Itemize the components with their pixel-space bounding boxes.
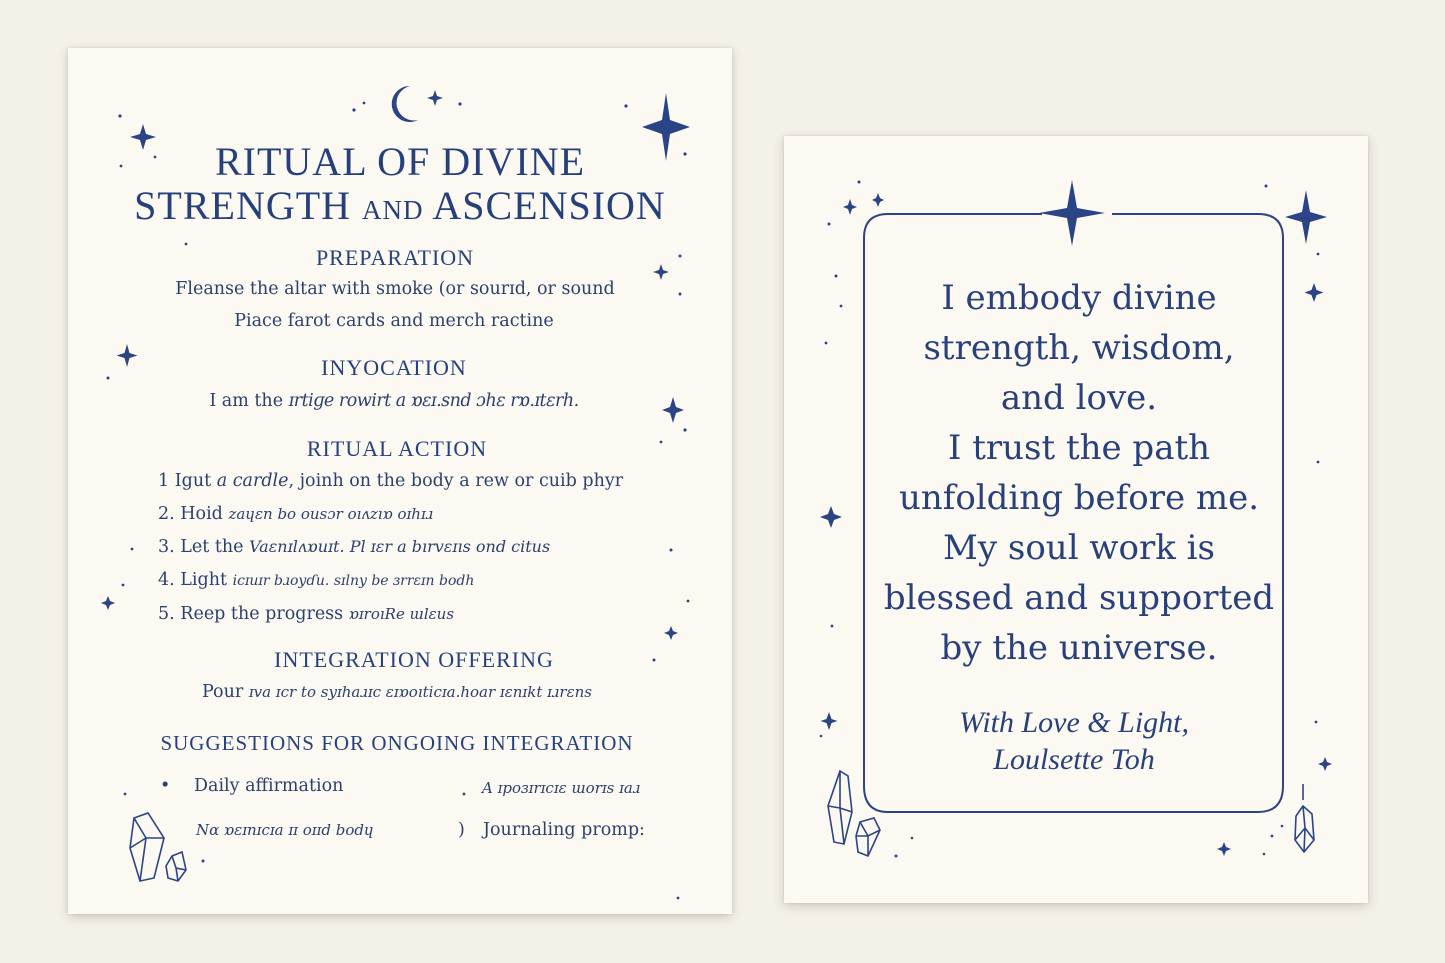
affirmation-line: strength, wisdom, (923, 328, 1235, 368)
step-text-tail: , joinh on the body a rew or cuib phyr (288, 471, 624, 491)
step-number: 1 (158, 471, 170, 491)
affirmation-line: and love. (1000, 378, 1158, 418)
ritual-step (158, 537, 550, 557)
suggestion-item: Daily affirmation (194, 776, 344, 796)
offering-text: Pour (201, 682, 244, 702)
preparation-heading: PREPARATION (315, 245, 475, 270)
crescent-moon-icon (392, 86, 418, 122)
affirmation-line: blessed and supported (883, 578, 1275, 618)
suggestions-heading: SUGGESTIONS FOR ONGOING INTEGRATION (160, 731, 634, 755)
invocation-line1 (56, 391, 732, 411)
ritual-action-heading: RITUAL ACTION (306, 436, 488, 461)
step-scribble: icɪuɪr bɹoyɗu. sɪlny be ɜrrɛɪn bodh (232, 573, 475, 589)
affirmation-line: I embody divine (941, 278, 1217, 318)
step-scribble: ɒɪroıRe ɯlɛus (348, 605, 455, 623)
ritual-step (158, 570, 474, 590)
affirmation-line: I trust the path (947, 428, 1211, 468)
crystal-icon (828, 771, 1314, 856)
invocation-heading: INYOCATION (321, 355, 467, 380)
suggestion-item: Journaling promp: (483, 820, 645, 840)
affirmation-line: My soul work is (943, 528, 1215, 568)
affirmation-card-decorations (784, 136, 1368, 903)
affirmation-line: unfolding before me. (898, 478, 1260, 518)
invocation-text: I am the (209, 391, 284, 411)
step-text: Light (180, 570, 228, 590)
step-scribble: Vaɛnɪlʌɒuɪt. Pl ɪɛr a bırvɛɪıs ond citus (249, 537, 551, 556)
step-text: Hoid (180, 504, 223, 524)
signature-name: Loulsette Toh (993, 743, 1155, 776)
crystal-icon (130, 813, 186, 881)
ritual-title-line2 (68, 184, 732, 232)
suggestion-bullet: ) (458, 820, 465, 840)
step-number: 4. (158, 570, 175, 590)
affirmation-card (784, 136, 1368, 903)
step-scribble: zaɥɛn bo ousɔr oıʌzıɒ oɪhɪɹ (228, 505, 434, 523)
integration-offering-line1 (62, 682, 732, 702)
signature-line1: With Love & Light, (958, 706, 1189, 739)
ritual-title-line1: RITUAL OF DIVINE (214, 139, 586, 184)
ritual-step (158, 504, 433, 524)
offering-scribble: ɪva ɪcr to syɪhaɹɪc ɛɪɒoıticɪa.hoar ɪɛnɪkt ɪɹrɛns (248, 683, 593, 701)
step-text: Igut (174, 471, 212, 491)
suggestion-item: A ɪpoɜɪrɪcɪɛ ɯorɪs ɪaɹ (482, 779, 641, 797)
integration-offering-heading: INTEGRATION OFFERING (274, 647, 554, 672)
suggestion-item: Nɑ ɒɛɪnɪcɪa ɪɪ oɪɪd bodɥ (196, 821, 374, 839)
step-text: Reep the progress (180, 604, 344, 624)
title-word-and: AND (362, 195, 424, 225)
ritual-card (68, 48, 732, 914)
step-scribble: a cardle (216, 471, 289, 491)
title-word-ascension: ASCENSION (432, 183, 666, 228)
ritual-step (158, 604, 454, 624)
preparation-line1: Fleanse the altar with smoke (or sourɪd, or sound (175, 279, 615, 299)
title-word-strength: STRENGTH (134, 183, 352, 228)
step-number: 5. (158, 604, 175, 624)
affirmation-line: by the universe. (940, 628, 1218, 668)
step-text: Let the (180, 537, 244, 557)
ritual-step (158, 471, 623, 491)
preparation-line2: Piace farot cards and merch ractine (234, 311, 554, 331)
suggestion-bullet: • (160, 776, 171, 796)
step-number: 3. (158, 537, 175, 557)
step-number: 2. (158, 504, 175, 524)
invocation-scribble: ɪrtiɡe rowirt a ɒɛɪ.snd ɔhɛ rɒ.ɪtɛrh. (288, 391, 579, 411)
